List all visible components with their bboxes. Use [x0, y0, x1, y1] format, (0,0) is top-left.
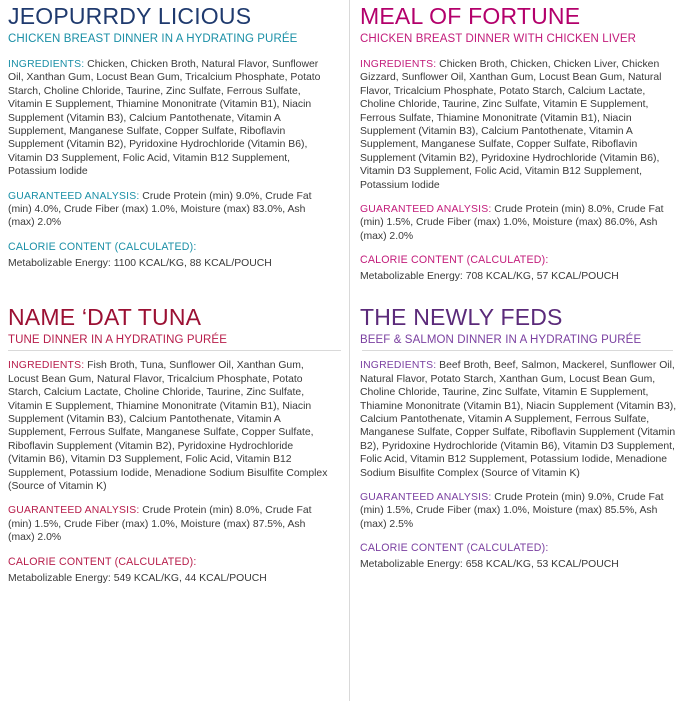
ingredients-text: Beef Broth, Beef, Salmon, Mackerel, Sunflower Oil, Natural Flavor, Potato Starch, Xanthan Gum, Locust Bean Gum, Choline Chloride, Taurine, Zinc Sulfate, Vitamin E Supplement, Thiamine Mononitrate (Vitamin B1), Niacin Supplement (Vitamin B3), Calcium Pantothenate, Vitamin A Supplement, Ferrous Sulfate, Manganese Sulfate, Copper Sulfate, Riboflavin Supplement (Vitamin B2), Pyridoxine Hydrochloride (Vitamin B6), Vitamin D3 Supplement, Folic Acid, Vitamin B12 Supplement, Potassium Iodide, Menadione Sodium Bisulfite Complex (Source of Vitamin K): [360, 360, 677, 479]
product-title: THE NEWLY FEDS: [360, 304, 563, 331]
calorie-content-value: Metabolizable Energy: 658 KCAL/KG, 53 KCAL/POUCH: [360, 559, 619, 571]
product-title: NAME ‘DAT TUNA: [8, 304, 202, 331]
guaranteed-analysis-text: Crude Protein (min) 9.0%, Crude Fat (min) 1.5%, Crude Fiber (max) 1.0%, Moisture (max) 85.5%, Ash (max) 2.5%: [360, 491, 664, 530]
guaranteed-analysis-label: GUARANTEED ANALYSIS:: [8, 505, 140, 517]
calorie-content-heading: CALORIE CONTENT (CALCULATED):: [8, 555, 197, 568]
guaranteed-analysis-paragraph: [360, 491, 679, 531]
calorie-content-heading: CALORIE CONTENT (CALCULATED):: [360, 542, 549, 555]
guaranteed-analysis-text: Crude Protein (min) 8.0%, Crude Fat (min) 1.5%, Crude Fiber (max) 1.0%, Moisture (max) 87.5%, Ash (max) 2.0%: [8, 505, 312, 544]
product-grid: [8, 3, 677, 585]
guaranteed-analysis-text: Crude Protein (min) 9.0%, Crude Fat (min) 4.0%, Crude Fiber (max) 1.0%, Moisture (max) 83.0%, Ash (max) 2.0%: [8, 190, 312, 229]
ingredients-label: INGREDIENTS:: [360, 59, 437, 70]
product-card-the-newly-feds: [346, 283, 679, 584]
product-subtitle: BEEF & SALMON DINNER IN A HYDRATING PURÉE: [360, 334, 642, 347]
ingredients-paragraph: [8, 359, 330, 493]
product-subtitle: CHICKEN BREAST DINNER WITH CHICKEN LIVER: [360, 33, 636, 45]
guaranteed-analysis-label: GUARANTEED ANALYSIS:: [360, 204, 492, 216]
ingredients-label: INGREDIENTS:: [8, 59, 85, 70]
calorie-content-value: Metabolizable Energy: 1100 KCAL/KG, 88 KCAL/POUCH: [8, 257, 272, 269]
ingredients-paragraph: [360, 359, 679, 480]
ingredients-paragraph: [360, 58, 679, 192]
product-card-meal-of-fortune: [346, 4, 679, 283]
calorie-content-heading: CALORIE CONTENT (CALCULATED):: [8, 240, 197, 253]
product-subtitle: CHICKEN BREAST DINNER IN A HYDRATING PURÉE: [8, 33, 298, 45]
guaranteed-analysis-paragraph: [8, 504, 330, 544]
product-title: JEOPURRDY LICIOUS: [8, 3, 252, 29]
horizontal-divider-right: [362, 350, 673, 351]
product-subtitle: TUNE DINNER IN A HYDRATING PURÉE: [8, 334, 227, 347]
calorie-content-value: Metabolizable Energy: 708 KCAL/KG, 57 KCAL/POUCH: [360, 271, 619, 283]
guaranteed-analysis-text: Crude Protein (min) 8.0%, Crude Fat (min) 1.5%, Crude Fiber (max) 1.0%, Moisture (max) 86.0%, Ash (max) 2.0%: [360, 204, 664, 242]
guaranteed-analysis-label: GUARANTEED ANALYSIS:: [360, 491, 492, 503]
vertical-divider: [349, 0, 350, 701]
product-card-jeopurrdy-licious: [8, 4, 346, 283]
ingredients-text: Chicken, Chicken Broth, Natural Flavor, Sunflower Oil, Xanthan Gum, Locust Bean Gum, Tricalcium Phosphate, Potato Starch, Choline Chloride, Taurine, Zinc Sulfate, Ferrous Sulfate, Vitamin E Supplement, Thiamine Mononitrate (Vitamin B1), Niacin Supplement (Vitamin B3), Calcium Pantothenate, Vitamin A Supplement, Manganese Sulfate, Copper Sulfate, Riboflavin Supplement (Vitamin B2), Pyridoxine Hydrochloride (Vitamin B6), Vitamin D3 Supplement, Folic Acid, Vitamin B12 Supplement, Potassium Iodide: [8, 59, 321, 178]
guaranteed-analysis-label: GUARANTEED ANALYSIS:: [8, 190, 140, 202]
product-title: MEAL OF FORTUNE: [360, 3, 581, 29]
horizontal-divider-left: [8, 350, 341, 351]
ingredients-label: INGREDIENTS:: [360, 360, 437, 372]
calorie-content-heading: CALORIE CONTENT (CALCULATED):: [360, 254, 549, 267]
ingredients-paragraph: [8, 58, 330, 179]
ingredients-text: Fish Broth, Tuna, Sunflower Oil, Xanthan Gum, Locust Bean Gum, Natural Flavor, Tricalcium Phosphate, Potato Starch, Calcium Lactate, Choline Chloride, Taurine, Zinc Sulfate, Vitamin E Supplement, Thiamine Mononitrate (Vitamin B1), Niacin Supplement (Vitamin B3), Calcium Pantothenate, Vitamin A Supplement, Ferrous Sulfate, Manganese Sulfate, Copper Sulfate, Riboflavin Supplement (Vitamin B2), Pyridoxine Hydrochloride (Vitamin B6), Vitamin D3 Supplement, Folic Acid, Vitamin B12 Supplement, Potassium Iodide, Menadione Sodium Bisulfite Complex (Source of Vitamin K): [8, 360, 328, 492]
product-card-name-dat-tuna: [8, 283, 346, 584]
ingredients-label: INGREDIENTS:: [8, 360, 85, 372]
guaranteed-analysis-paragraph: [8, 190, 330, 230]
calorie-content-value: Metabolizable Energy: 549 KCAL/KG, 44 KCAL/POUCH: [8, 572, 267, 584]
ingredients-text: Chicken Broth, Chicken, Chicken Liver, Chicken Gizzard, Sunflower Oil, Xanthan Gum, Locust Bean Gum, Natural Flavor, Tricalcium Phosphate, Potato Starch, Calcium Lactate, Choline Chloride, Taurine, Zinc Sulfate, Vitamin E Supplement, Ferrous Sulfate, Thiamine Mononitrate (Vitamin B1), Niacin Supplement (Vitamin B3), Calcium Pantothenate, Vitamin A Supplement, Manganese Sulfate, Copper Sulfate, Riboflavin Supplement (Vitamin B2), Pyridoxine Hydrochloride (Vitamin B6), Vitamin D3 Supplement, Folic Acid, Vitamin B12 Supplement, Potassium Iodide: [360, 59, 662, 191]
guaranteed-analysis-paragraph: [360, 203, 679, 243]
